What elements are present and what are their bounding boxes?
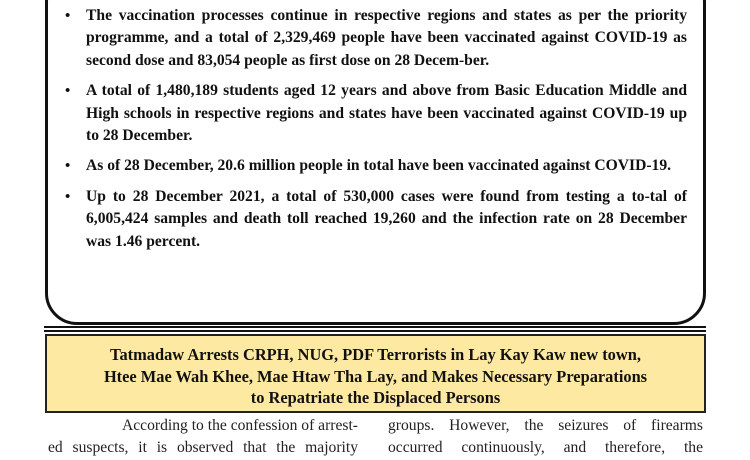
list-item xyxy=(60,5,687,72)
body-text-line: ed suspects, it is observed that the majority xyxy=(48,439,358,456)
article-column-right xyxy=(388,415,703,459)
bullet-icon: • xyxy=(65,188,71,205)
bullet-icon: • xyxy=(65,8,71,24)
list-item xyxy=(60,80,687,147)
headline-line: Htee Mae Wah Khee, Mae Htaw Tha Lay, and Makes Necessary Preparations xyxy=(103,366,648,386)
section-divider-bottom xyxy=(44,330,706,332)
article-headline xyxy=(47,336,704,409)
bullet-icon: • xyxy=(65,158,71,175)
body-text-line: occurred continuously, and therefore, the xyxy=(388,439,703,456)
bullet-icon: • xyxy=(65,83,71,100)
headline-line: Tatmadaw Arrests CRPH, NUG, PDF Terrorists in Lay Kay Kaw new town, xyxy=(110,345,641,364)
article-column-left xyxy=(48,415,358,459)
covid-update-list xyxy=(60,5,687,261)
bullet-text: Up to 28 December 2021, a total of 530,000 cases were found from testing a to-tal of 6,005,424 samples and death toll reached 19,260 and the infection rate on 28 December was 1.46 percent. xyxy=(86,187,687,250)
list-item xyxy=(60,155,687,177)
bullet-text: The vaccination processes continue in respective regions and states as per the priority programme, and a total of 2,329,469 people have been vaccinated against COVID-19 as second dose and 83,054 people as first dose on 28 Decem-ber. xyxy=(86,7,687,69)
bullet-text: As of 28 December, 20.6 million people in total have been vaccinated against COVID-19. xyxy=(86,157,672,175)
bullet-text: A total of 1,480,189 students aged 12 years and above from Basic Education Middle and High schools in respective regions and states have been vaccinated against COVID-19 up to 28 December. xyxy=(86,82,687,145)
body-text-line: According to the confession of arrest- xyxy=(122,417,358,434)
headline-banner xyxy=(45,334,706,413)
section-divider-top xyxy=(44,326,706,328)
headline-line: to Repatriate the Displaced Persons xyxy=(250,388,501,407)
body-text-line: groups. However, the seizures of firearms xyxy=(388,417,703,434)
list-item xyxy=(60,186,687,253)
